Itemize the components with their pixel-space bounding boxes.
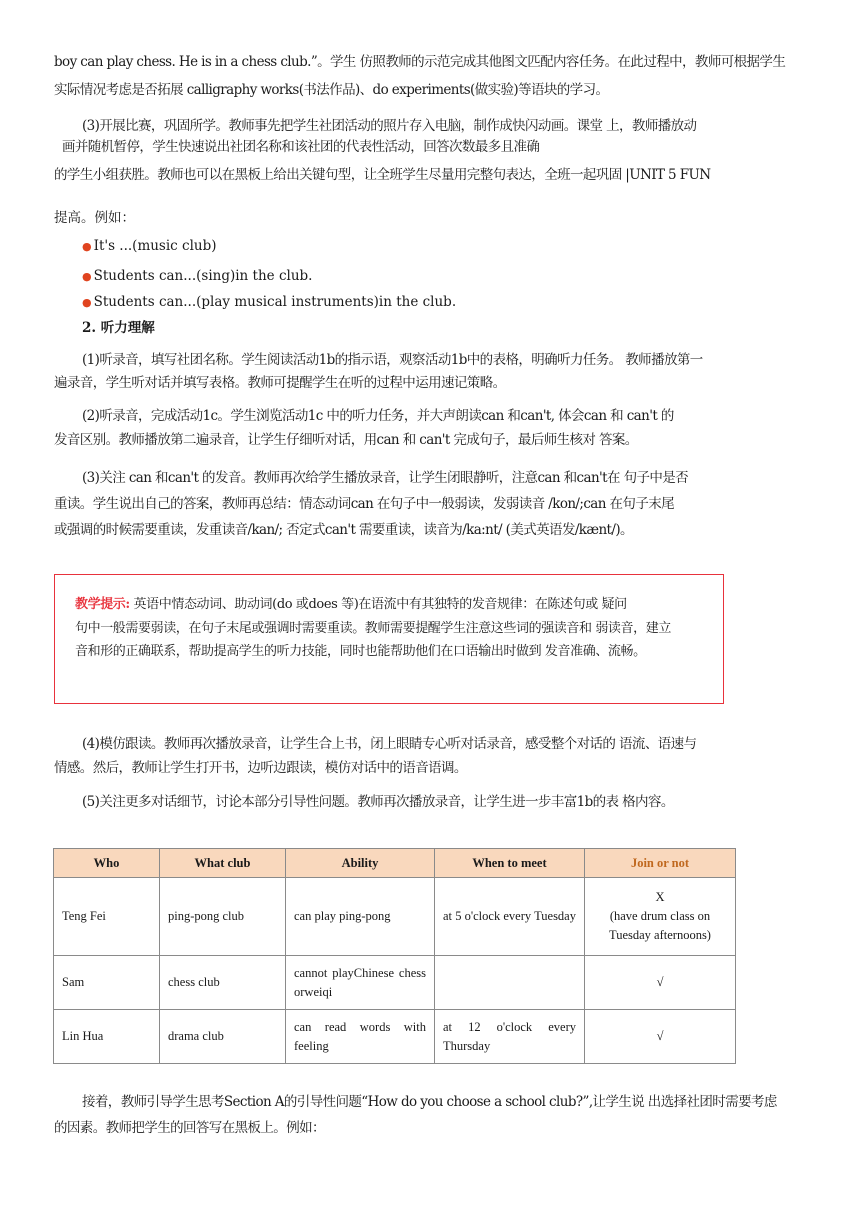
tip-line-2: 句中一般需要弱读，在句子末尾或强调时需要重读。教师需要提醒学生注意这些词的强读音和 弱读音，建立 bbox=[75, 621, 671, 636]
tip-line-1: 教学提示: 英语中情态动词、助动词(do 或does 等)在语流中有其独特的发音规律：在陈述句或 疑问 bbox=[75, 597, 627, 612]
listen1-line-2: 遍录音，学生听对话并填写表格。教师可提醒学生在听的过程中运用速记策略。 bbox=[54, 375, 506, 391]
listen5-line-1: (5)关注更多对话细节，讨论本部分引导性问题。教师再次播放录音，让学生进一步丰富1b的表 格内容。 bbox=[82, 794, 674, 810]
table-row bbox=[54, 878, 736, 956]
cell-when: at 5 o'clock every Tuesday bbox=[435, 878, 585, 956]
cell-join bbox=[585, 878, 736, 956]
example-item: ● It's ...(music club) bbox=[82, 238, 217, 254]
listen3-line-1: (3)关注 can 和can't 的发音。教师再次给学生播放录音，让学生闭眼静听，注意can 和can't在 句子中是否 bbox=[82, 470, 689, 486]
teaching-tip-box bbox=[54, 574, 724, 704]
cell-club: ping-pong club bbox=[160, 878, 286, 956]
bullet-icon: ● bbox=[82, 296, 92, 309]
join-note: (have drum class on Tuesday afternoons) bbox=[609, 909, 711, 942]
cell-who: Teng Fei bbox=[54, 878, 160, 956]
join-mark: X bbox=[655, 890, 665, 904]
example-item: ● Students can...(sing)in the club. bbox=[82, 268, 313, 284]
tip-label: 教学提示: bbox=[75, 597, 130, 612]
intro-line-2: 实际情况考虑是否拓展 calligraphy works(书法作品)、do experiments(做实验)等语块的学习。 bbox=[54, 82, 609, 98]
closing-line-2: 的因素。教师把学生的回答写在黑板上。例如： bbox=[54, 1120, 325, 1136]
listen4-line-1: (4)模仿跟读。教师再次播放录音，让学生合上书，闭上眼睛专心听对话录音，感受整个对话的 语流、语速与 bbox=[82, 736, 697, 752]
cell-join: √ bbox=[585, 956, 736, 1010]
cell-join: √ bbox=[585, 1010, 736, 1064]
example-item: ● Students can...(play musical instruments)in the club. bbox=[82, 294, 457, 310]
cell-ability: cannot playChinese chess orweiqi bbox=[286, 956, 435, 1010]
cell-when: at 12 o'clock every Thursday bbox=[435, 1010, 585, 1064]
intro-line-1: boy can play chess. He is in a chess club.”。学生 仿照教师的示范完成其他图文匹配内容任务。在此过程中，教师可根据学生 bbox=[54, 54, 786, 70]
table-row bbox=[54, 1010, 736, 1064]
header-who: Who bbox=[54, 849, 160, 878]
table-header-row bbox=[54, 849, 736, 878]
cell-club: chess club bbox=[160, 956, 286, 1010]
closing-line-1: 接着，教师引导学生思考Section A的引导性问题“How do you choose a school club?”,让学生说 出选择社团时需要考虑 bbox=[82, 1094, 777, 1110]
listen3-line-2: 重读。学生说出自己的答案，教师再总结：情态动词can 在句子中一般弱读，发弱读音 /kon/;can 在句子末尾 bbox=[54, 496, 675, 512]
bullet-icon: ● bbox=[82, 270, 92, 283]
club-table bbox=[53, 848, 736, 1064]
step3-line-4: 提高。例如： bbox=[54, 210, 135, 226]
step3-line-2: 画并随机暂停，学生快速说出社团名称和该社团的代表性活动，回答次数最多且准确 bbox=[62, 139, 540, 155]
header-ability: Ability bbox=[286, 849, 435, 878]
cell-when bbox=[435, 956, 585, 1010]
listen2-line-1: (2)听录音，完成活动1c。学生浏览活动1c 中的听力任务，并大声朗读can 和can't, 体会can 和 can't 的 bbox=[82, 408, 674, 424]
cell-ability: can play ping-pong bbox=[286, 878, 435, 956]
cell-who: Lin Hua bbox=[54, 1010, 160, 1064]
cell-ability: can read words with feeling bbox=[286, 1010, 435, 1064]
listen1-line-1: (1)听录音，填写社团名称。学生阅读活动1b的指示语，观察活动1b中的表格，明确听力任务。 教师播放第一 bbox=[82, 352, 703, 368]
listen4-line-2: 情感。然后，教师让学生打开书，边听边跟读，模仿对话中的语音语调。 bbox=[54, 760, 467, 776]
step3-line-3: 的学生小组获胜。教师也可以在黑板上给出关键句型，让全班学生尽量用完整句表达，全班一起巩固 |UNIT 5 FUN bbox=[54, 167, 711, 183]
step3-line-1: (3)开展比赛，巩固所学。教师事先把学生社团活动的照片存入电脑，制作成快闪动画。课堂 上，教师播放动 bbox=[82, 118, 697, 134]
header-join-or-not: Join or not bbox=[585, 849, 736, 878]
tip-line-3: 音和形的正确联系，帮助提高学生的听力技能，同时也能帮助他们在口语输出时做到 发音准确、流畅。 bbox=[75, 644, 646, 659]
listen3-line-3: 或强调的时候需要重读，发重读音/kan/; 否定式can't 需要重读，读音为/ka:nt/ (美式英语发/kænt/)。 bbox=[54, 522, 633, 538]
table-row bbox=[54, 956, 736, 1010]
header-when-to-meet: When to meet bbox=[435, 849, 585, 878]
cell-who: Sam bbox=[54, 956, 160, 1010]
cell-club: drama club bbox=[160, 1010, 286, 1064]
header-what-club: What club bbox=[160, 849, 286, 878]
bullet-icon: ● bbox=[82, 240, 92, 253]
listen2-line-2: 发音区别。教师播放第二遍录音，让学生仔细听对话，用can 和 can't 完成句子，最后师生核对 答案。 bbox=[54, 432, 638, 448]
section-heading: 2. 听力理解 bbox=[82, 320, 155, 336]
